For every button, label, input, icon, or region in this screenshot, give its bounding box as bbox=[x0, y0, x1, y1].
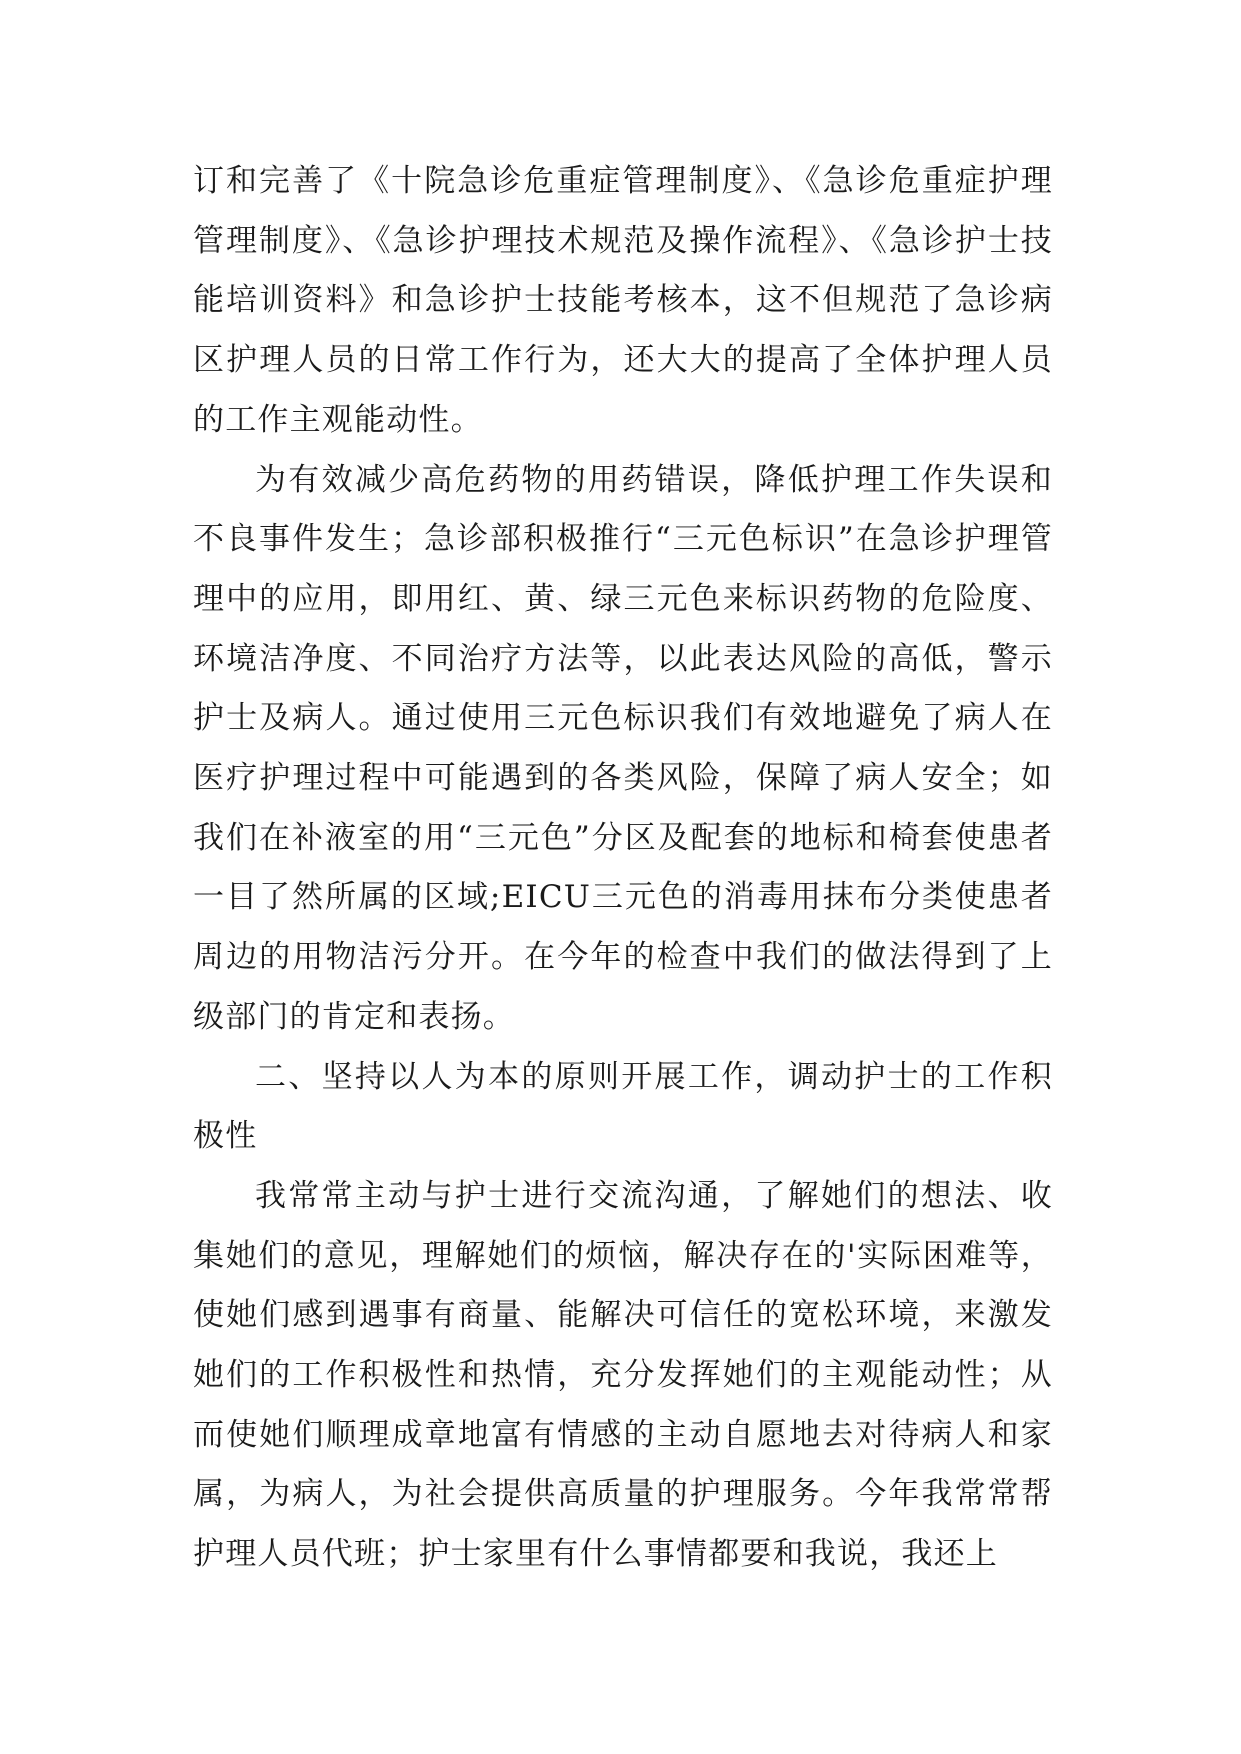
paragraph-2: 为有效减少高危药物的用药错误，降低护理工作失误和不良事件发生；急诊部积极推行“三元色标识”在急诊护理管理中的应用，即用红、黄、绿三元色来标识药物的危险度、环境洁净度、不同治疗方法等，以此表达风险的高低，警示护士及病人。通过使用三元色标识我们有效地避免了病人在医疗护理过程中可能遇到的各类风险，保障了病人安全；如我们在补液室的用“三元色”分区及配套的地标和椅套使患者一目了然所属的区域;EICU三元色的消毒用抹布分类使患者周边的用物洁污分开。在今年的检查中我们的做法得到了上级部门的肯定和表扬。 bbox=[193, 461, 1053, 1035]
paragraph-1: 订和完善了《十院急诊危重症管理制度》、《急诊危重症护理管理制度》、《急诊护理技术规范及操作流程》、《急诊护士技能培训资料》和急诊护士技能考核本，这不但规范了急诊病区护理人员的日常工作行为，还大大的提高了全体护理人员的工作主观能动性。 bbox=[193, 163, 1053, 438]
body-text bbox=[193, 152, 1053, 1585]
paragraph-3: 我常常主动与护士进行交流沟通，了解她们的想法、收集她们的意见，理解她们的烦恼，解决存在的'实际困难等，使她们感到遇事有商量、能解决可信任的宽松环境，来激发她们的工作积极性和热情，充分发挥她们的主观能动性；从而使她们顺理成章地富有情感的主动自愿地去对待病人和家属，为病人，为社会提供高质量的护理服务。今年我常常帮护理人员代班；护士家里有什么事情都要和我说，我还上 bbox=[193, 1177, 1053, 1573]
section-heading-2: 二、坚持以人为本的原则开展工作，调动护士的工作积极性 bbox=[193, 1058, 1053, 1155]
